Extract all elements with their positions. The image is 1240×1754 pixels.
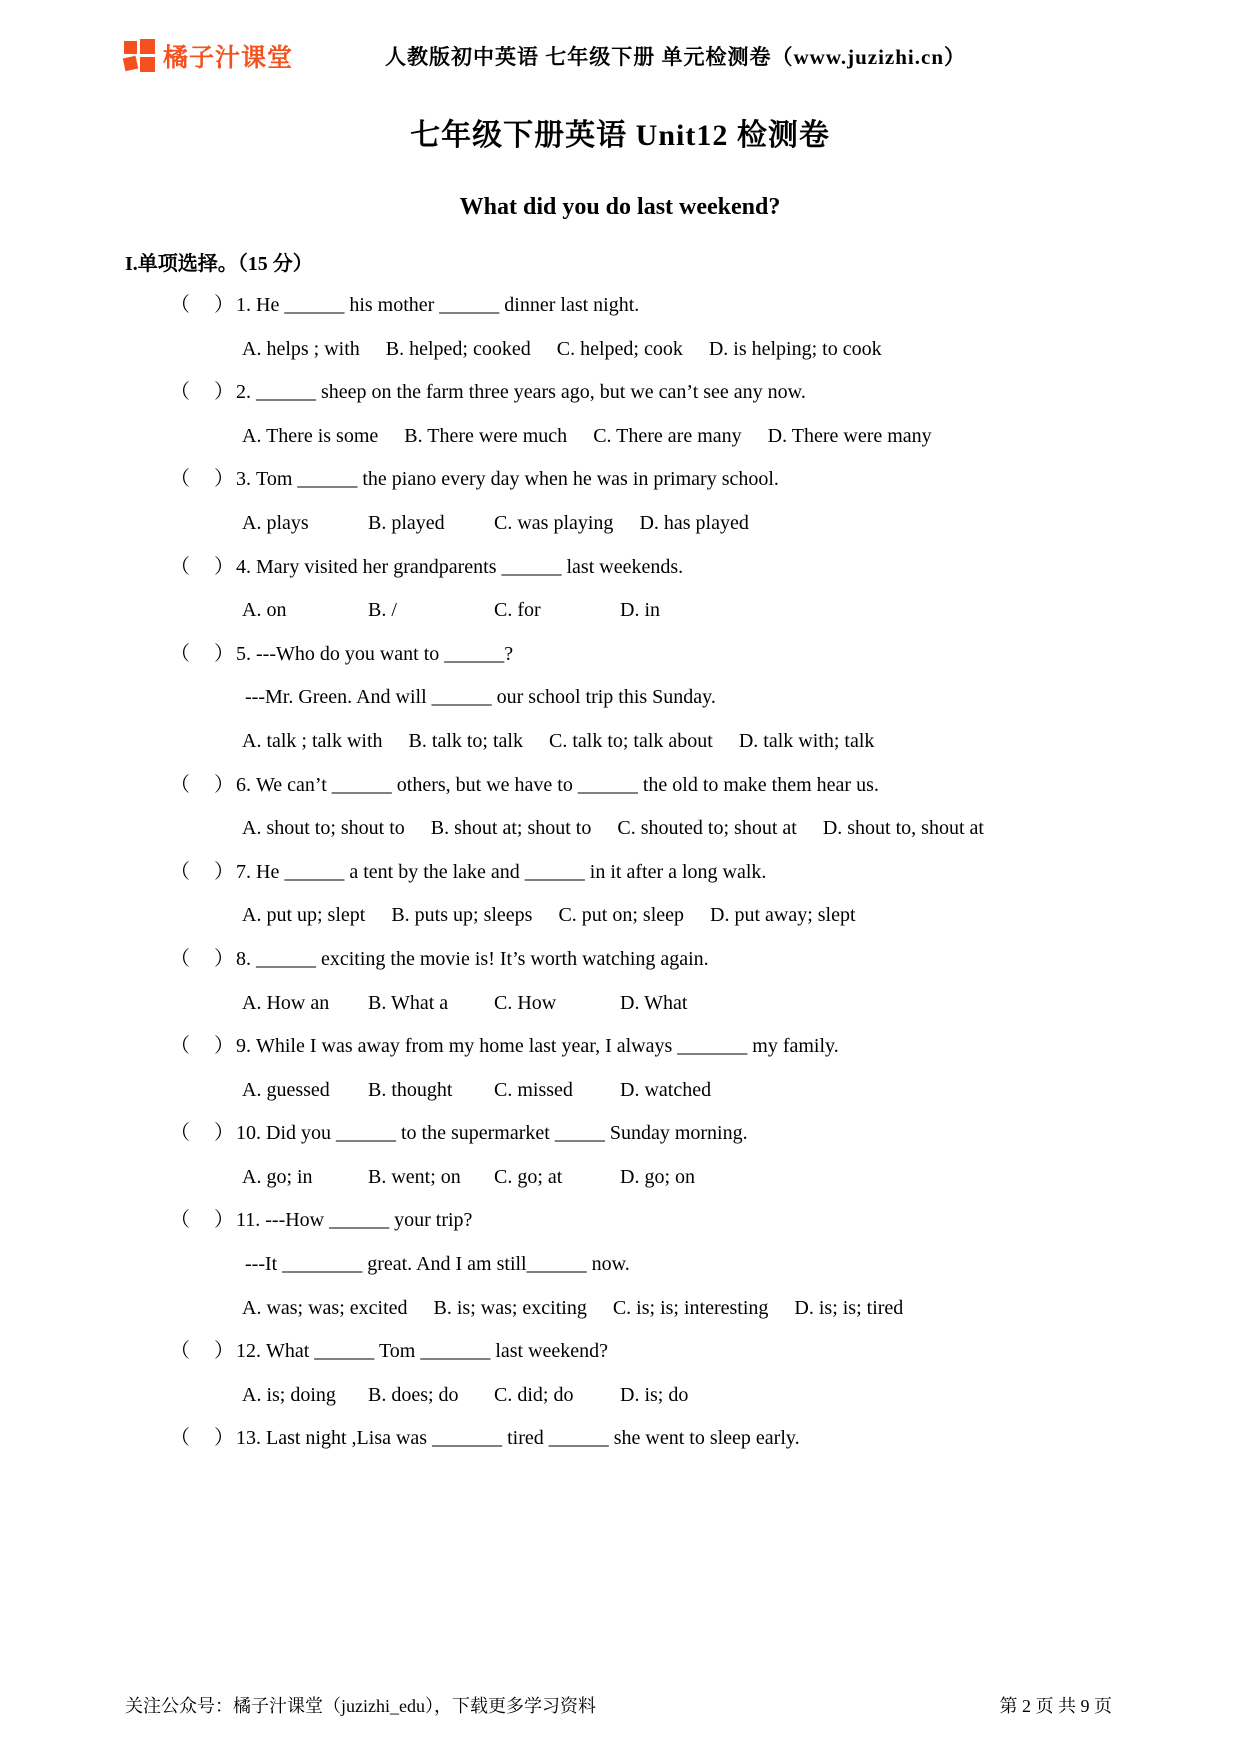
option: B. puts up; sleeps xyxy=(391,904,533,927)
question-text: 6. We can’t ______ others, but we have to ______ the old to make them hear us. xyxy=(236,773,879,796)
option: B. played xyxy=(368,511,445,534)
option: A. shout to; shout to xyxy=(242,817,405,840)
option: B. helped; cooked xyxy=(385,337,531,360)
option: B. thought xyxy=(368,1078,453,1101)
option: C. is; is; interesting xyxy=(612,1296,769,1319)
option: B. There were much xyxy=(404,424,568,447)
answer-brackets: （ ） xyxy=(170,947,236,970)
option: A. put up; slept xyxy=(242,904,366,927)
option: D. has played xyxy=(639,511,749,534)
question-text: 10. Did you ______ to the supermarket _____ Sunday morning. xyxy=(236,1122,748,1145)
answer-brackets: （ ） xyxy=(170,860,236,883)
question-stem xyxy=(125,371,1130,415)
option: C. go; at xyxy=(494,1165,563,1188)
option: C. missed xyxy=(494,1078,573,1101)
option: D. is; is; tired xyxy=(794,1296,904,1319)
question xyxy=(125,546,1130,633)
question xyxy=(125,1199,1130,1330)
option: D. What xyxy=(620,991,688,1014)
answer-brackets: （ ） xyxy=(170,468,236,491)
question-stem xyxy=(125,546,1130,590)
footer-note: 关注公众号：橘子汁课堂（juzizhi_edu），下载更多学习资料 xyxy=(125,1696,596,1716)
page-number: 第 2 页 共 9 页 xyxy=(999,1696,1112,1716)
question-continuation xyxy=(125,676,1130,720)
option: D. There were many xyxy=(767,424,932,447)
option: C. put on; sleep xyxy=(558,904,685,927)
options-row xyxy=(125,894,1130,938)
question-text: 4. Mary visited her grandparents ______ last weekends. xyxy=(236,555,684,578)
option: C. shouted to; shout at xyxy=(617,817,797,840)
question-stem xyxy=(125,851,1130,895)
question-text: 1. He ______ his mother ______ dinner last night. xyxy=(236,294,640,316)
question xyxy=(125,1330,1130,1417)
options-row xyxy=(125,589,1130,633)
question-text: 8. ______ exciting the movie is! It’s worth watching again. xyxy=(236,947,709,970)
juzizhi-logo-icon xyxy=(122,38,158,74)
section-heading: I.单项选择。（15 分） xyxy=(125,253,313,275)
page-title: 七年级下册英语 Unit12 检测卷 xyxy=(410,119,830,152)
option: B. What a xyxy=(368,991,449,1014)
option: A. on xyxy=(242,599,287,622)
answer-brackets: （ ） xyxy=(170,1340,236,1363)
options-row xyxy=(125,720,1130,764)
answer-brackets: （ ） xyxy=(170,773,236,796)
option: C. for xyxy=(494,599,541,622)
header-title: 人教版初中英语 七年级下册 单元检测卷（www.juzizhi.cn） xyxy=(385,45,966,69)
question xyxy=(125,458,1130,545)
juzizhi-logo xyxy=(122,38,293,74)
page-footer xyxy=(125,1692,1112,1718)
option: C. talk to; talk about xyxy=(548,729,713,752)
option: D. put away; slept xyxy=(710,904,856,927)
option: A. guessed xyxy=(242,1078,330,1101)
question-stem xyxy=(125,284,1130,328)
option: C. was playing xyxy=(494,511,614,534)
option: B. / xyxy=(368,599,397,622)
option: C. did; do xyxy=(494,1383,574,1406)
option: B. went; on xyxy=(368,1165,461,1188)
question-text: 12. What ______ Tom _______ last weekend? xyxy=(236,1340,609,1363)
question xyxy=(125,1417,1130,1461)
option: D. is; do xyxy=(620,1383,689,1406)
answer-brackets: （ ） xyxy=(170,1427,236,1450)
option: D. in xyxy=(620,599,660,622)
answer-brackets: （ ） xyxy=(170,642,236,665)
question-text: ---Mr. Green. And will ______ our school trip this Sunday. xyxy=(245,686,716,709)
page-subtitle: What did you do last weekend? xyxy=(459,194,781,220)
question-text: 5. ---Who do you want to ______? xyxy=(236,642,514,665)
option: A. go; in xyxy=(242,1165,313,1188)
question-stem xyxy=(125,1112,1130,1156)
option: C. There are many xyxy=(593,424,742,447)
option: A. plays xyxy=(242,511,309,534)
answer-brackets: （ ） xyxy=(170,294,236,316)
question xyxy=(125,764,1130,851)
question-text: 11. ---How ______ your trip? xyxy=(236,1209,473,1232)
question xyxy=(125,1025,1130,1112)
option: D. shout to, shout at xyxy=(822,817,984,840)
answer-brackets: （ ） xyxy=(170,381,236,404)
option: A. talk ; talk with xyxy=(242,729,383,752)
option: B. talk to; talk xyxy=(408,729,523,752)
options-row xyxy=(125,1156,1130,1200)
options-row xyxy=(125,1287,1130,1331)
question-stem xyxy=(125,764,1130,808)
question-stem xyxy=(125,938,1130,982)
option: B. does; do xyxy=(368,1383,459,1406)
question-text: 2. ______ sheep on the farm three years ago, but we can’t see any now. xyxy=(236,381,806,404)
option: A. is; doing xyxy=(242,1383,336,1406)
option: A. was; was; excited xyxy=(242,1296,408,1319)
answer-brackets: （ ） xyxy=(170,1035,236,1058)
question xyxy=(125,371,1130,458)
question-text: 13. Last night ,Lisa was _______ tired ______ she went to sleep early. xyxy=(236,1427,800,1450)
options-row xyxy=(125,1374,1130,1418)
options-row xyxy=(125,807,1130,851)
option: D. talk with; talk xyxy=(738,729,875,752)
question-stem xyxy=(125,1199,1130,1243)
option: D. is helping; to cook xyxy=(708,337,882,360)
question-text: ---It ________ great. And I am still______ now. xyxy=(245,1253,630,1276)
question xyxy=(125,633,1130,764)
options-row xyxy=(125,415,1130,459)
question xyxy=(125,284,1130,371)
options-row xyxy=(125,1069,1130,1113)
question xyxy=(125,1112,1130,1199)
option: D. go; on xyxy=(620,1165,695,1188)
option: A. How an xyxy=(242,991,330,1014)
option: C. helped; cook xyxy=(556,337,683,360)
question-stem xyxy=(125,458,1130,502)
option: B. is; was; exciting xyxy=(433,1296,587,1319)
option: B. shout at; shout to xyxy=(430,817,592,840)
answer-brackets: （ ） xyxy=(170,555,236,578)
question-continuation xyxy=(125,1243,1130,1287)
option: C. How xyxy=(494,991,557,1014)
question-list xyxy=(125,284,1130,1461)
answer-brackets: （ ） xyxy=(170,1122,236,1145)
options-row xyxy=(125,328,1130,372)
options-row xyxy=(125,502,1130,546)
question-text: 3. Tom ______ the piano every day when he was in primary school. xyxy=(236,468,779,491)
option: D. watched xyxy=(620,1078,712,1101)
question-stem xyxy=(125,1330,1130,1374)
question-stem xyxy=(125,633,1130,677)
option: A. helps ; with xyxy=(242,337,360,360)
question xyxy=(125,851,1130,938)
logo-text: 橘子汁课堂 xyxy=(163,44,294,72)
options-row xyxy=(125,982,1130,1026)
question-text: 7. He ______ a tent by the lake and ______ in it after a long walk. xyxy=(236,860,767,883)
answer-brackets: （ ） xyxy=(170,1209,236,1232)
question-stem xyxy=(125,1025,1130,1069)
question-stem xyxy=(125,1417,1130,1461)
question xyxy=(125,938,1130,1025)
page-header xyxy=(122,38,1118,74)
question-text: 9. While I was away from my home last year, I always _______ my family. xyxy=(236,1035,839,1058)
option: A. There is some xyxy=(242,424,379,447)
